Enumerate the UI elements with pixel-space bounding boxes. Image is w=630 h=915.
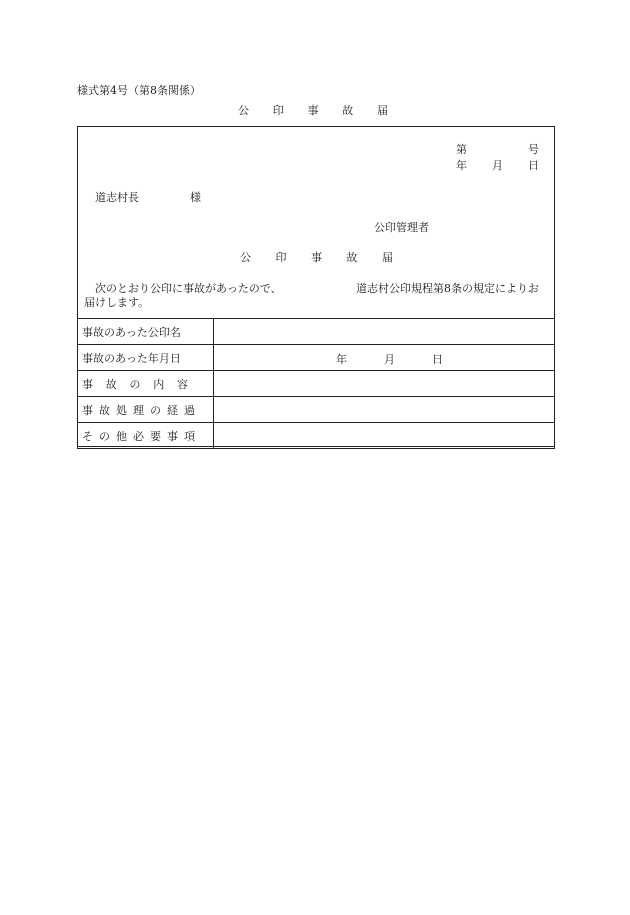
body-text-line1b: 道志村公印規程第8条の規定によりお	[356, 282, 539, 295]
number-prefix: 第	[456, 143, 467, 156]
accident-date-field[interactable]	[214, 345, 555, 371]
row-label-accident-date: 事故のあった年月日	[78, 345, 214, 371]
title-char: 届	[377, 104, 388, 117]
number-suffix: 号	[528, 143, 539, 156]
table-row	[78, 345, 555, 371]
table-row	[78, 319, 555, 345]
form-title	[238, 104, 388, 118]
accident-details-field[interactable]	[214, 371, 555, 397]
handling-progress-field[interactable]	[214, 397, 555, 423]
row-label-accident-details: 事 故 の 内 容	[78, 371, 214, 397]
body-text-line2: 届けします。	[84, 296, 150, 309]
table-row	[78, 371, 555, 397]
addressee-honorific: 様	[190, 191, 201, 204]
inner-title-char: 故	[346, 251, 358, 264]
reporter-label: 公印管理者	[374, 221, 429, 234]
title-char: 公	[238, 104, 249, 117]
title-char: 事	[307, 104, 319, 117]
date-day-label: 日	[528, 159, 539, 172]
row-date-year: 年	[336, 353, 347, 366]
row-label-seal-name: 事故のあった公印名	[78, 319, 214, 345]
table-row	[78, 423, 555, 449]
form-number-label: 様式第4号（第8条関係）	[77, 84, 201, 97]
addressee-name: 道志村長	[95, 191, 139, 204]
seal-name-field[interactable]	[214, 319, 555, 345]
inner-title-char: 事	[311, 251, 322, 264]
row-label-other-items: そ の 他 必 要 事 項	[78, 423, 214, 449]
date-month-label: 月	[492, 159, 503, 172]
inner-title	[240, 251, 393, 265]
title-char: 印	[272, 104, 284, 117]
title-char: 故	[342, 104, 354, 117]
inner-title-char: 届	[382, 251, 393, 264]
row-date-month: 月	[384, 353, 395, 366]
form-box	[77, 126, 555, 447]
body-text-line1a: 次のとおり公印に事故があったので、	[95, 282, 282, 295]
inner-title-char: 公	[240, 251, 251, 264]
date-year-label: 年	[456, 159, 467, 172]
row-date-day: 日	[432, 353, 443, 366]
row-label-handling-progress: 事 故 処 理 の 経 過	[78, 397, 214, 423]
other-items-field[interactable]	[214, 423, 555, 449]
table-row	[78, 397, 555, 423]
inner-title-char: 印	[275, 251, 287, 264]
details-table	[77, 318, 555, 449]
